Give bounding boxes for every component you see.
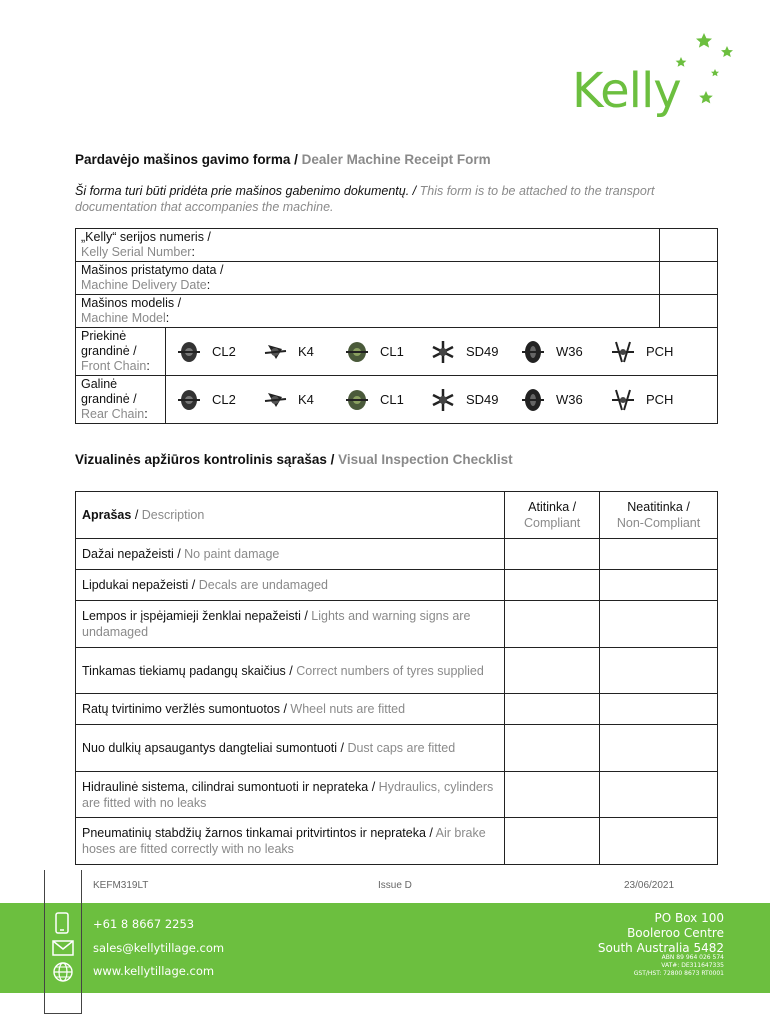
form-intro: Ši forma turi būti pridėta prie mašinos gabenimo dokumentų. / This form is to be attached to the transport documentation that accompanies the machine.: [75, 184, 655, 214]
front-chain-option-cl1[interactable]: [334, 339, 420, 365]
checklist-item-description: Lempos ir įspėjamieji ženklai nepažeisti / Lights and warning signs are undamaged: [76, 601, 505, 648]
non-compliant-header: Neatitinka / Non-Compliant: [600, 492, 718, 539]
chain-cl1-icon: [344, 339, 370, 365]
checklist-row: [76, 648, 718, 694]
machine-details-table: [75, 228, 718, 424]
chain-label: SD49: [466, 392, 499, 407]
checklist-item-description: Pneumatinių stabdžių žarnos tinkamai pritvirtintos ir neprateka / Air brake hoses are fitted correctly with no leaks: [76, 818, 505, 865]
compliant-cell[interactable]: [505, 772, 600, 818]
machine-model-field[interactable]: [659, 295, 717, 328]
checklist-row: [76, 601, 718, 648]
checklist-row: [76, 539, 718, 570]
non-compliant-cell[interactable]: [600, 772, 718, 818]
checklist-item-description: Tinkamas tiekiamų padangų skaičius / Correct numbers of tyres supplied: [76, 648, 505, 694]
chain-pch-icon: [610, 339, 636, 365]
compliant-cell[interactable]: [505, 818, 600, 865]
chain-label: PCH: [646, 392, 674, 407]
checklist-item-description: Hidraulinė sistema, cilindrai sumontuoti ir neprateka / Hydraulics, cylinders are fitted with no leaks: [76, 772, 505, 818]
chain-sd49-icon: [430, 387, 456, 413]
chain-cl1-icon: [344, 387, 370, 413]
compliant-cell[interactable]: [505, 648, 600, 694]
serial-number-field[interactable]: [659, 229, 717, 262]
compliant-cell[interactable]: [505, 694, 600, 725]
front-chain-option-k4[interactable]: [252, 339, 334, 365]
form-title: Pardavėjo mašinos gavimo forma / Dealer Machine Receipt Form: [75, 152, 491, 167]
machine-model-row: [76, 295, 718, 328]
footer-email[interactable]: sales@kellytillage.com: [93, 941, 225, 955]
compliant-cell[interactable]: [505, 725, 600, 772]
front-chain-row: [76, 328, 718, 376]
delivery-date-row: [76, 262, 718, 295]
front-chain-option-sd49[interactable]: [420, 339, 510, 365]
checklist-header-row: [76, 492, 718, 539]
delivery-date-field[interactable]: [659, 262, 717, 295]
checklist-item-description: Lipdukai nepažeisti / Decals are undamaged: [76, 570, 505, 601]
front-chain-options: [166, 328, 718, 376]
non-compliant-cell[interactable]: [600, 601, 718, 648]
description-header: Aprašas / Description: [76, 492, 505, 539]
front-chain-option-cl2[interactable]: [166, 339, 252, 365]
chain-sd49-icon: [430, 339, 456, 365]
rear-chain-row: [76, 376, 718, 424]
compliant-cell[interactable]: [505, 570, 600, 601]
checklist-item-description: Ratų tvirtinimo veržlės sumontuotos / Wheel nuts are fitted: [76, 694, 505, 725]
footer-website[interactable]: www.kellytillage.com: [93, 964, 215, 978]
non-compliant-cell[interactable]: [600, 818, 718, 865]
front-chain-option-pch[interactable]: [600, 339, 684, 365]
checklist-row: [76, 694, 718, 725]
chain-label: SD49: [466, 344, 499, 359]
chain-w36-icon: [520, 387, 546, 413]
rear-chain-option-k4[interactable]: [252, 387, 334, 413]
chain-label: W36: [556, 392, 583, 407]
machine-model-label: Mašinos modelis / Machine Model:: [76, 295, 660, 328]
chain-cl2-icon: [176, 387, 202, 413]
chain-cl2-icon: [176, 339, 202, 365]
non-compliant-cell[interactable]: [600, 648, 718, 694]
footer-address: PO Box 100 Booleroo Centre South Australia 5482: [597, 911, 724, 955]
chain-label: PCH: [646, 344, 674, 359]
serial-number-row: [76, 229, 718, 262]
inspection-checklist-table: [75, 491, 718, 865]
compliant-cell[interactable]: [505, 601, 600, 648]
footer-tax-numbers: ABN 89 964 026 574 VAT#: DE311647335 GST/HST: 72800 8673 RT0001: [633, 954, 724, 977]
chain-label: CL2: [212, 392, 236, 407]
chain-w36-icon: [520, 339, 546, 365]
rear-chain-label: Galinė grandinė / Rear Chain:: [76, 376, 166, 424]
chain-label: CL1: [380, 344, 404, 359]
form-date: 23/06/2021: [624, 880, 675, 891]
logo-wordmark: Kelly: [572, 63, 681, 119]
rear-chain-options: [166, 376, 718, 424]
non-compliant-cell[interactable]: [600, 694, 718, 725]
serial-number-label: „Kelly“ serijos numeris / Kelly Serial Number:: [76, 229, 660, 262]
non-compliant-cell[interactable]: [600, 539, 718, 570]
rear-chain-option-sd49[interactable]: [420, 387, 510, 413]
checklist-row: [76, 570, 718, 601]
chain-pch-icon: [610, 387, 636, 413]
checklist-row: [76, 818, 718, 865]
kelly-logo: [570, 30, 750, 130]
checklist-row: [76, 772, 718, 818]
rear-chain-option-cl1[interactable]: [334, 387, 420, 413]
non-compliant-cell[interactable]: [600, 570, 718, 601]
compliant-header: Atitinka / Compliant: [505, 492, 600, 539]
delivery-date-label: Mašinos pristatymo data / Machine Delivery Date:: [76, 262, 660, 295]
checklist-item-description: Dažai nepažeisti / No paint damage: [76, 539, 505, 570]
chain-label: K4: [298, 344, 314, 359]
rear-chain-option-cl2[interactable]: [166, 387, 252, 413]
rear-chain-option-pch[interactable]: [600, 387, 684, 413]
checklist-row: [76, 725, 718, 772]
non-compliant-cell[interactable]: [600, 725, 718, 772]
rear-chain-option-w36[interactable]: [510, 387, 600, 413]
chain-label: W36: [556, 344, 583, 359]
footer-bar: [0, 903, 770, 993]
chain-label: CL1: [380, 392, 404, 407]
compliant-cell[interactable]: [505, 539, 600, 570]
checklist-title: Vizualinės apžiūros kontrolinis sąrašas / Visual Inspection Checklist: [75, 452, 513, 467]
chain-label: CL2: [212, 344, 236, 359]
form-code: KEFM319LT: [93, 880, 149, 891]
chain-label: K4: [298, 392, 314, 407]
checklist-item-description: Nuo dulkių apsaugantys dangteliai sumontuoti / Dust caps are fitted: [76, 725, 505, 772]
chain-k4-icon: [262, 387, 288, 413]
front-chain-option-w36[interactable]: [510, 339, 600, 365]
chain-k4-icon: [262, 339, 288, 365]
front-chain-label: Priekinė grandinė / Front Chain:: [76, 328, 166, 376]
footer-icon-frame: [44, 870, 82, 1014]
footer-phone[interactable]: +61 8 8667 2253: [93, 917, 195, 931]
form-issue: Issue D: [378, 880, 412, 891]
